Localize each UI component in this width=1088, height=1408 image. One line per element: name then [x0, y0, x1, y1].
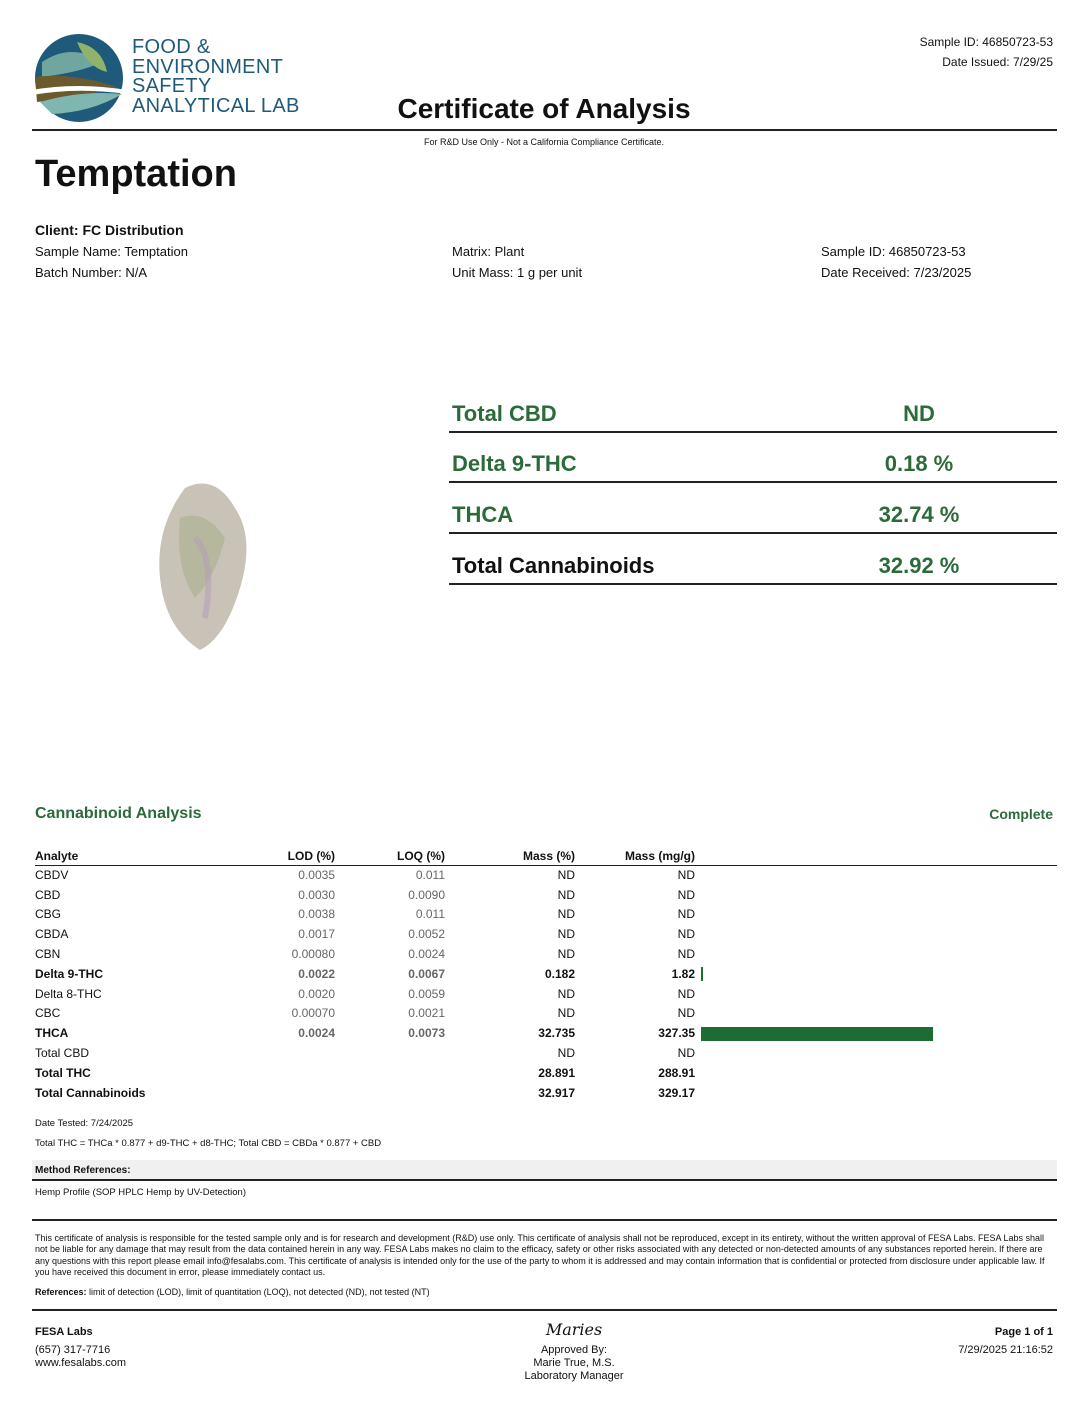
strain-name: Temptation [35, 153, 237, 195]
mass-bar [701, 1027, 933, 1041]
lod-cell [235, 1063, 335, 1083]
mass-mg-cell: ND [677, 907, 695, 922]
table-row [35, 1083, 1057, 1103]
lod-cell: 0.0030 [298, 887, 335, 902]
mass-mg-cell: ND [677, 986, 695, 1001]
lod-cell: 0.00080 [291, 947, 335, 962]
col-analyte: Analyte [35, 847, 235, 865]
method-reference: Hemp Profile (SOP HPLC Hemp by UV-Detection) [35, 1187, 247, 1198]
lod-cell: 0.0022 [298, 966, 335, 981]
table-row [35, 1063, 1057, 1083]
bar-cell [695, 865, 1057, 885]
loq-cell [335, 1083, 445, 1103]
lab-name-line: ANALYTICAL LAB [132, 94, 300, 117]
loq-cell: 0.0024 [408, 947, 445, 962]
summary-total-cbd [449, 383, 1057, 433]
table-row [35, 1023, 1057, 1043]
table-row [35, 885, 1057, 905]
col-mass-pct: Mass (%) [445, 847, 575, 865]
divider [32, 1219, 1057, 1221]
page-number: Page 1 of 1 [994, 1326, 1053, 1338]
lod-cell: 0.0024 [298, 1026, 335, 1041]
references [35, 1287, 430, 1297]
summary-thca [449, 484, 1057, 534]
mass-pct-cell: 32.735 [538, 1026, 575, 1041]
analyte-cell: CBDV [35, 868, 69, 883]
analyte-cell: Total THC [35, 1065, 91, 1080]
summary-label: Total Cannabinoids [452, 553, 655, 578]
loq-cell: 0.0090 [408, 887, 445, 902]
loq-cell: 0.0052 [408, 927, 445, 942]
summary-value: 0.18 % [884, 451, 954, 476]
signature: Maries [545, 1320, 603, 1339]
loq-cell: 0.0067 [408, 966, 445, 981]
table-row [35, 1043, 1057, 1063]
references-text: limit of detection (LOD), limit of quantitation (LOQ), not detected (ND), not tested (NT) [86, 1287, 430, 1297]
lab-name-line: FOOD & [132, 36, 211, 58]
formula-note: Total THC = THCa * 0.877 + d9-THC + d8-THC; Total CBD = CBDa * 0.877 + CBD [35, 1138, 382, 1149]
loq-cell: 0.0021 [408, 1006, 445, 1021]
summary-value: 32.92 % [878, 553, 960, 578]
analyte-cell: CBC [35, 1006, 61, 1021]
lod-cell: 0.0017 [298, 927, 335, 942]
lod-cell [235, 1083, 335, 1103]
bar-cell [695, 1023, 1057, 1043]
analyte-cell: CBN [35, 947, 61, 962]
matrix: Matrix: Plant [452, 244, 525, 259]
loq-cell: 0.011 [415, 907, 445, 922]
summary-total-cannabinoids [449, 535, 1057, 585]
analyte-cell: Total CBD [35, 1046, 90, 1061]
approved-by: Approved By: [540, 1344, 608, 1356]
method-title: Method References: [35, 1165, 131, 1176]
bar-cell [695, 1043, 1057, 1063]
mass-pct-cell: 32.917 [538, 1085, 575, 1100]
loq-cell: 0.011 [415, 868, 445, 883]
summary-label: Delta 9-THC [452, 451, 577, 476]
section-title: Cannabinoid Analysis [35, 805, 202, 822]
footer-website[interactable]: www.fesalabs.com [35, 1357, 127, 1369]
mass-mg-cell: ND [677, 947, 695, 962]
mass-mg-cell: 1.82 [671, 966, 695, 981]
footer-lab: FESA Labs [35, 1326, 93, 1338]
summary-label: Total CBD [452, 401, 557, 426]
mass-mg-cell: ND [677, 868, 695, 883]
col-mass-mg: Mass (mg/g) [575, 847, 695, 865]
date-received: Date Received: 7/23/2025 [821, 265, 972, 280]
lod-cell [235, 1043, 335, 1063]
mass-bar [701, 967, 703, 981]
bar-cell [695, 1004, 1057, 1024]
summary-value: ND [903, 401, 935, 426]
legal-disclaimer: This certificate of analysis is responsible for the tested sample only and is for research and development (R&D) use only. This certificate of analysis shall not be reproduced, except in its entirety, without the written approval of FESA Labs. FESA Labs shall not be liable for any damage that may result from the data contained herein in any way. FESA Labs makes no claim to the efficacy, safety or other risks associated with any detected or non-detected amounts of any substances reported herein. If there are any questions with this report please email info@fesalabs.com. This certificate of analysis is intended only for the use of the party to whom it is addressed and may contain information that is confidential or protected from disclosure under applicable law. If you have received this document in error, please immediately contact us. [35, 1233, 1045, 1277]
bar-cell [695, 984, 1057, 1004]
summary-value: 32.74 % [878, 502, 960, 527]
lab-name-line: SAFETY [132, 75, 212, 97]
analyte-cell: Delta 8-THC [35, 986, 102, 1001]
bar-cell [695, 885, 1057, 905]
lod-cell: 0.0038 [298, 907, 335, 922]
mass-pct-cell: ND [557, 986, 575, 1001]
mass-pct-cell: ND [557, 947, 575, 962]
summary-label: THCA [452, 502, 514, 527]
mass-mg-cell: ND [677, 927, 695, 942]
header-sample-id: Sample ID: 46850723-53 [919, 35, 1053, 49]
analyte-cell: Delta 9-THC [35, 966, 104, 981]
table-row [35, 944, 1057, 964]
analyte-cell: CBG [35, 907, 62, 922]
references-label: References: [35, 1287, 87, 1297]
date-tested: Date Tested: 7/24/2025 [35, 1118, 134, 1129]
disclaimer-subtitle: For R&D Use Only - Not a California Compliance Certificate. [423, 137, 665, 147]
mass-pct-cell: ND [557, 868, 575, 883]
analyte-cell: THCA [35, 1026, 69, 1041]
table-row [35, 865, 1057, 885]
col-loq: LOQ (%) [335, 847, 445, 865]
bar-cell [695, 964, 1057, 984]
mass-pct-cell: 0.182 [544, 966, 575, 981]
mass-pct-cell: ND [557, 1006, 575, 1021]
table-row [35, 964, 1057, 984]
sample-photo [155, 478, 255, 653]
analyte-cell: Total Cannabinoids [35, 1085, 146, 1100]
unit-mass: Unit Mass: 1 g per unit [452, 265, 583, 280]
divider [32, 129, 1057, 131]
lab-name-line: ENVIRONMENT [132, 55, 284, 78]
method-references-header [32, 1160, 1057, 1181]
footer-phone: (657) 317-7716 [35, 1344, 111, 1356]
lod-cell: 0.00070 [291, 1006, 335, 1021]
bar-cell [695, 905, 1057, 925]
bar-cell [695, 944, 1057, 964]
page-title: Certificate of Analysis [397, 93, 691, 124]
mass-pct-cell: ND [557, 907, 575, 922]
mass-pct-cell: 28.891 [538, 1065, 575, 1080]
date-issued: Date Issued: 7/29/25 [942, 55, 1053, 69]
table-row [35, 905, 1057, 925]
analyte-cell: CBD [35, 887, 61, 902]
mass-mg-cell: 288.91 [658, 1065, 695, 1080]
sample-id: Sample ID: 46850723-53 [821, 244, 966, 259]
loq-cell [335, 1063, 445, 1083]
approver-role: Laboratory Manager [524, 1370, 624, 1382]
bar-cell [695, 1063, 1057, 1083]
client: Client: FC Distribution [35, 222, 184, 238]
table-row [35, 984, 1057, 1004]
sample-name: Sample Name: Temptation [35, 244, 188, 259]
mass-pct-cell: ND [557, 927, 575, 942]
col-bar [695, 847, 1057, 865]
lod-cell: 0.0020 [298, 986, 335, 1001]
mass-mg-cell: ND [677, 887, 695, 902]
footer-timestamp: 7/29/2025 21:16:52 [958, 1344, 1053, 1356]
table-row [35, 1004, 1057, 1024]
loq-cell [335, 1043, 445, 1063]
divider [32, 1309, 1057, 1311]
table-row [35, 924, 1057, 944]
approver-name: Marie True, M.S. [533, 1357, 615, 1369]
mass-mg-cell: 327.35 [658, 1026, 695, 1041]
mass-mg-cell: ND [677, 1006, 695, 1021]
analysis-status: Complete [989, 806, 1053, 822]
cannabinoid-table [35, 847, 1057, 1103]
mass-mg-cell: ND [677, 1046, 695, 1061]
analyte-cell: CBDA [35, 927, 69, 942]
col-lod: LOD (%) [235, 847, 335, 865]
loq-cell: 0.0073 [408, 1026, 445, 1041]
table-header [35, 847, 1057, 865]
loq-cell: 0.0059 [408, 986, 445, 1001]
mass-pct-cell: ND [557, 1046, 575, 1061]
mass-pct-cell: ND [557, 887, 575, 902]
batch-number: Batch Number: N/A [35, 265, 147, 280]
bar-cell [695, 1083, 1057, 1103]
lod-cell: 0.0035 [298, 868, 335, 883]
bar-cell [695, 924, 1057, 944]
summary-delta9-thc [449, 433, 1057, 483]
mass-mg-cell: 329.17 [658, 1085, 695, 1100]
